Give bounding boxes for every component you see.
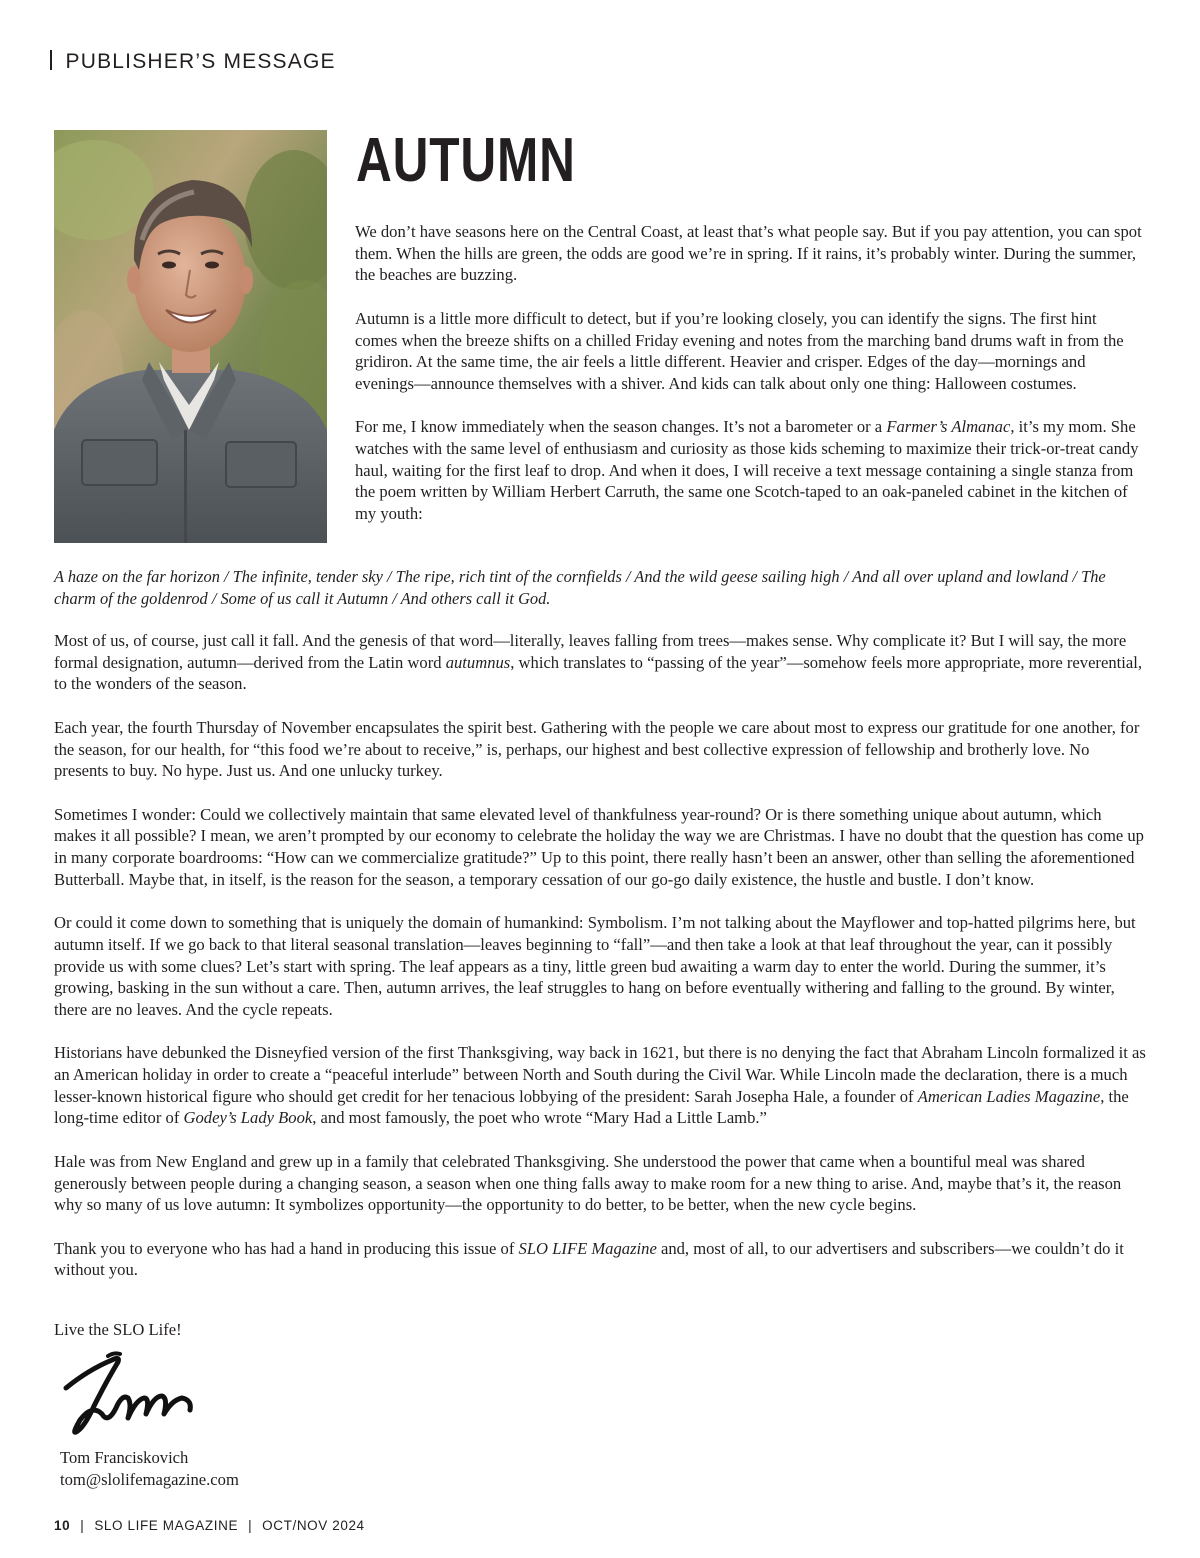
intro-paragraph: Autumn is a little more difficult to detect, but if you’re looking closely, you can identify the signs. The first hint comes when the breeze shifts on a chilled Friday evening and notes from the marching band drums waft in from the gridiron. At the same time, the air feels a little different. Heavier and crisper. Edges of the day—mornings and evenings—announce themselves with a shiver. And kids can talk about only one thing: Halloween costumes. <box>355 308 1124 393</box>
signoff: Live the SLO Life! <box>54 1320 182 1339</box>
body-paragraph: Thank you to everyone who has had a hand in producing this issue of SLO LIFE Magazine and, most of all, to our advertisers and subscribers—we couldn’t do it without you. <box>54 1238 1124 1280</box>
page-number: 10 <box>54 1518 71 1533</box>
body-paragraph: Historians have debunked the Disneyfied version of the first Thanksgiving, way back in 1621, but there is no denying the fact that Abraham Lincoln formalized it as an American holiday in order to create a “peaceful interlude” between North and South during the Civil War. While Lincoln made the declaration, there is a much lesser-known historical figure who should get credit for her tenacious lobbying of the president: Sarah Josepha Hale, a founder of American Ladies Magazine, the long-time editor of Godey’s Lady Book, and most famously, the poet who wrote “Mary Had a Little Lamb.” <box>54 1043 1146 1128</box>
publisher-photo <box>54 130 327 543</box>
footer-divider: | <box>248 1518 253 1533</box>
italic-title: Godey’s Lady Book <box>183 1108 313 1128</box>
body-paragraph: Or could it come down to something that is uniquely the domain of humankind: Symbolism. I’m not talking about the Mayflower and top-hatted pilgrims here, but autumn itself. If we go back to that literal seasonal translation—leaves beginning to “fall”—and then take a look at that leaf throughout the year, can it possibly provide us with some clues? Let’s start with spring. The leaf appears as a tiny, little green bud awaiting a warm day to enter the world. During the summer, it’s growing, basking in the sun without a care. Then, autumn arrives, the leaf struggles to hang on before eventually withering and falling to the ground. By winter, there are no leaves. And the cycle repeats. <box>54 913 1136 1019</box>
author-email[interactable]: tom@slolifemagazine.com <box>60 1469 239 1489</box>
publication-name: SLO LIFE MAGAZINE <box>94 1518 239 1533</box>
intro-paragraph: We don’t have seasons here on the Central Coast, at least that’s what people say. But if you pay attention, you can spot them. When the hills are green, the odds are good we’re in spring. If it rains, it’s probably winter. During the summer, the beaches are buzzing. <box>355 222 1142 285</box>
page-footer <box>54 1518 365 1533</box>
footer-divider: | <box>80 1518 85 1533</box>
section-label <box>50 50 336 74</box>
body-paragraph: Each year, the fourth Thursday of November encapsulates the spirit best. Gathering with the people we care about most to express our gratitude for one another, for the season, for our health, for “this food we’re about to receive,” is, perhaps, our highest and best collective expression of fellowship and brotherly love. No presents to buy. No hype. Just us. And one unlucky turkey. <box>54 717 1140 781</box>
handwritten-signature-image <box>58 1348 200 1440</box>
author-name: Tom Franciskovich <box>60 1448 189 1467</box>
body-paragraph: Hale was from New England and grew up in a family that celebrated Thanksgiving. She understood the power that came when a bountiful meal was shared generously between people during a changing season, a season when one thing falls away to make room for a new thing to arise. And, maybe that’s it, the reason why so many of us love autumn: It symbolizes opportunity—the opportunity to do better, to be better, when the new cycle begins. <box>54 1151 1122 1215</box>
intro-paragraph: For me, I know immediately when the season changes. It’s not a barometer or a Farmer’s Almanac, it’s my mom. She watches with the same level of enthusiasm and curiosity as those kids scheming to maximize their trick-or-treat candy haul, waiting for the first leaf to drop. And when it does, I will receive a text message containing a single stanza from the poem written by William Herbert Carruth, the same one Scotch-taped to an oak-paneled cabinet in the kitchen of my youth: <box>355 417 1139 524</box>
section-label-divider <box>50 50 52 70</box>
author-block <box>60 1447 239 1490</box>
body-paragraph: Most of us, of course, just call it fall. And the genesis of that word—literally, leaves falling from trees—makes sense. Why complicate it? But I will say, the more formal designation, autumn—derived from the Latin word autumnus, which translates to “passing of the year”—somehow feels more appropriate, more reverential, to the wonders of the season. <box>54 631 1142 694</box>
italic-title: autumnus <box>445 652 511 672</box>
signature <box>58 1348 200 1440</box>
italic-title: American Ladies Magazine <box>917 1086 1101 1106</box>
intro-text <box>355 221 1143 547</box>
italic-title: SLO LIFE Magazine <box>518 1238 657 1258</box>
poem-stanza: A haze on the far horizon / The infinite, tender sky / The ripe, rich tint of the cornfields / And the wild geese sailing high / And all over upland and lowland / The charm of the goldenrod / Some of us call it Autumn / And others call it God. <box>54 567 1106 608</box>
body-paragraph: Sometimes I wonder: Could we collectively maintain that same elevated level of thankfulness year-round? Or is there something unique about autumn, which makes it all possible? I mean, we aren’t prompted by our economy to celebrate the holiday the way we are Christmas. I have no doubt that the question has come up in many corporate boardrooms: “How can we commercialize gratitude?” Up to this point, there really hasn’t been an answer, other than selling the aforementioned Butterball. Maybe that, in itself, is the reason for the season, a temporary cessation of our go-go daily existence, the hustle and bustle. I don’t know. <box>54 804 1144 889</box>
body-text <box>54 630 1146 1303</box>
article-title: AUTUMN <box>356 126 576 195</box>
italic-title: Farmer’s Almanac <box>886 417 1011 437</box>
publisher-portrait-image <box>54 130 327 543</box>
section-label-text: PUBLISHER’S MESSAGE <box>65 50 336 73</box>
issue-date: OCT/NOV 2024 <box>262 1518 365 1533</box>
